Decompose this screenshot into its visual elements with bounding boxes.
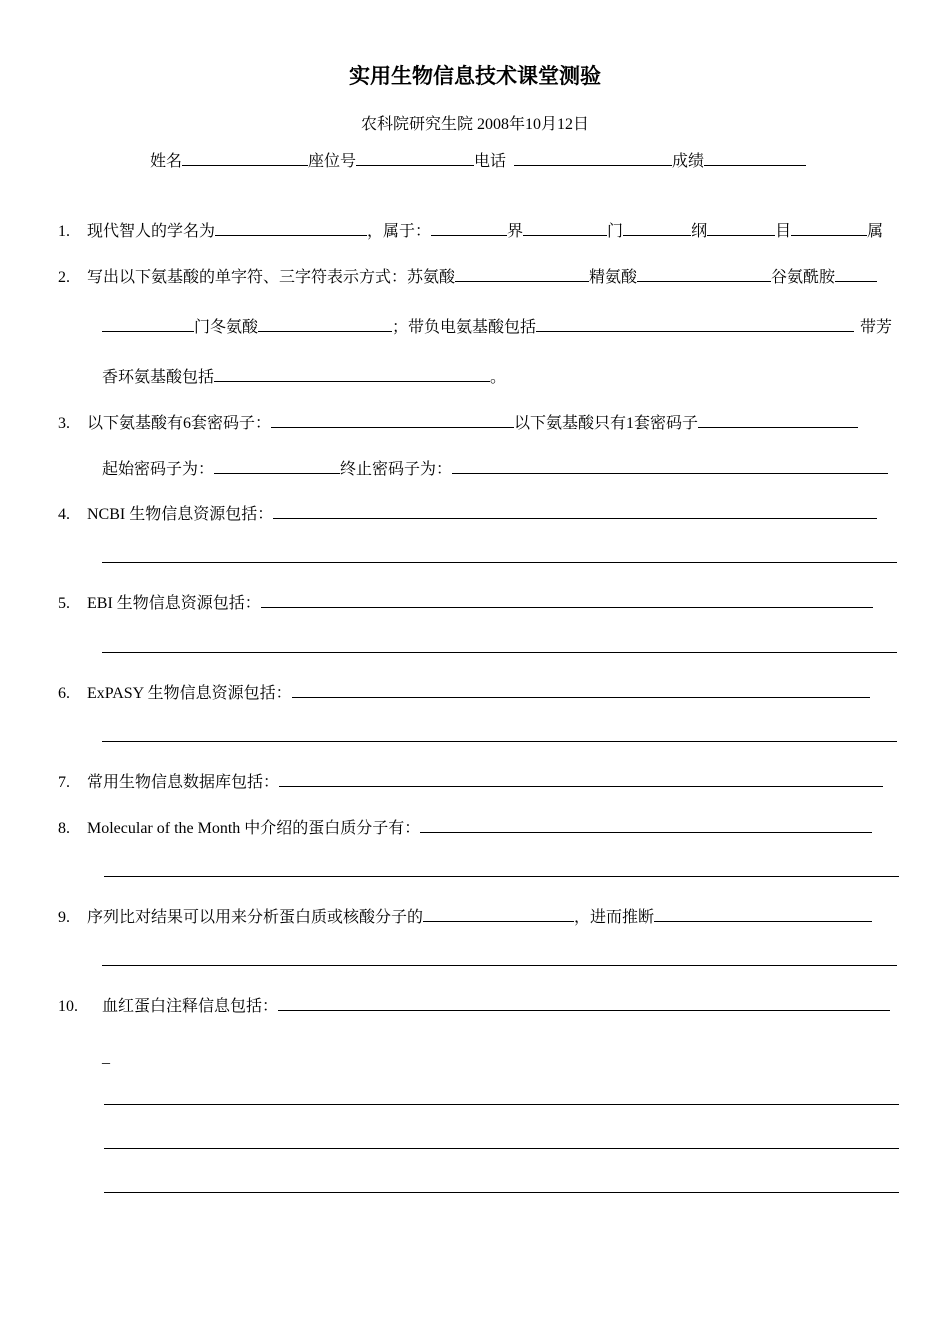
question-text: ；带负电氨基酸包括	[392, 319, 537, 336]
question-1	[58, 220, 883, 242]
answer-line[interactable]	[104, 1148, 899, 1149]
answer-blank[interactable]	[835, 266, 877, 282]
question-text: ，属于：	[367, 223, 432, 240]
student-info-line	[150, 150, 806, 172]
answer-blank[interactable]	[654, 906, 872, 922]
question-text: 界	[507, 223, 524, 240]
answer-line[interactable]	[102, 562, 897, 563]
answer-blank[interactable]	[431, 220, 507, 236]
question-2	[58, 266, 877, 288]
page-title: 实用生物信息技术课堂测验	[349, 64, 601, 88]
question-number: 2.	[58, 269, 70, 286]
question-number: 5.	[58, 595, 70, 612]
question-3-cont	[102, 458, 888, 480]
question-10	[58, 995, 890, 1017]
question-9	[58, 906, 872, 928]
question-text: 香环氨基酸包括	[102, 369, 215, 386]
question-text: Molecular of the Month 中介绍的蛋白质分子有：	[87, 820, 421, 837]
answer-blank[interactable]	[698, 412, 858, 428]
seat-field[interactable]	[356, 150, 474, 166]
question-text: 门	[607, 223, 624, 240]
answer-line[interactable]	[104, 876, 899, 877]
question-text: 终止密码子为：	[340, 461, 453, 478]
question-5	[58, 592, 873, 614]
question-text: 以下氨基酸只有1套密码子	[514, 415, 699, 432]
answer-blank[interactable]	[455, 266, 589, 282]
question-number: 3.	[58, 415, 70, 432]
answer-blank[interactable]	[214, 458, 340, 474]
question-8	[58, 817, 872, 839]
question-2-cont	[102, 316, 892, 338]
answer-blank[interactable]	[623, 220, 691, 236]
seat-label: 座位号	[308, 153, 357, 170]
question-text: 精氨酸	[589, 269, 638, 286]
question-text: NCBI 生物信息资源包括：	[87, 506, 274, 523]
answer-blank[interactable]	[420, 817, 872, 833]
question-text: 起始密码子为：	[102, 461, 215, 478]
question-text: 属	[867, 223, 884, 240]
question-6	[58, 682, 870, 704]
answer-blank[interactable]	[423, 906, 574, 922]
question-4	[58, 503, 877, 525]
answer-blank[interactable]	[536, 316, 854, 332]
answer-line[interactable]	[102, 652, 897, 653]
answer-blank[interactable]	[102, 316, 194, 332]
question-10-dash: _	[102, 1049, 110, 1066]
answer-blank[interactable]	[523, 220, 607, 236]
answer-blank[interactable]	[279, 771, 883, 787]
question-number: 6.	[58, 685, 70, 702]
question-text: 常用生物信息数据库包括：	[87, 774, 280, 791]
question-number: 4.	[58, 506, 70, 523]
answer-line[interactable]	[102, 741, 897, 742]
answer-blank[interactable]	[292, 682, 870, 698]
question-text: 血红蛋白注释信息包括：	[102, 998, 279, 1015]
question-text: 以下氨基酸有6套密码子：	[87, 415, 272, 432]
score-field[interactable]	[704, 150, 806, 166]
question-number: 10.	[58, 998, 78, 1015]
answer-blank[interactable]	[261, 592, 873, 608]
question-text: 目	[775, 223, 792, 240]
question-3	[58, 412, 858, 434]
answer-blank[interactable]	[258, 316, 392, 332]
question-7	[58, 771, 883, 793]
question-text: 纲	[691, 223, 708, 240]
question-text: 写出以下氨基酸的单字符、三字符表示方式：苏氨酸	[87, 269, 456, 286]
question-2-cont2	[102, 366, 506, 388]
answer-line[interactable]	[104, 1104, 899, 1105]
answer-blank[interactable]	[707, 220, 775, 236]
answer-blank[interactable]	[271, 412, 514, 428]
question-number: 8.	[58, 820, 70, 837]
question-number: 1.	[58, 223, 70, 240]
answer-blank[interactable]	[214, 366, 490, 382]
question-text: 门冬氨酸	[194, 319, 259, 336]
answer-blank[interactable]	[637, 266, 771, 282]
question-text: 现代智人的学名为	[87, 223, 216, 240]
answer-blank[interactable]	[215, 220, 367, 236]
answer-line[interactable]	[102, 965, 897, 966]
phone-label: 电话	[474, 153, 507, 170]
question-text: 带芳	[860, 319, 893, 336]
answer-blank[interactable]	[278, 995, 890, 1011]
question-text: ，进而推断	[574, 909, 655, 926]
question-text: 谷氨酰胺	[771, 269, 836, 286]
page-subtitle: 农科院研究生院 2008年10月12日	[360, 116, 589, 133]
answer-blank[interactable]	[273, 503, 877, 519]
question-number: 7.	[58, 774, 70, 791]
question-text: EBI 生物信息资源包括：	[87, 595, 261, 612]
phone-field[interactable]	[514, 150, 672, 166]
answer-blank[interactable]	[452, 458, 888, 474]
question-number: 9.	[58, 909, 70, 926]
score-label: 成绩	[672, 153, 705, 170]
name-label: 姓名	[150, 153, 183, 170]
question-text: 序列比对结果可以用来分析蛋白质或核酸分子的	[87, 909, 424, 926]
answer-line[interactable]	[104, 1192, 899, 1193]
name-field[interactable]	[182, 150, 308, 166]
question-text: ExPASY 生物信息资源包括：	[87, 685, 292, 702]
answer-blank[interactable]	[791, 220, 867, 236]
question-text: 。	[490, 369, 507, 386]
